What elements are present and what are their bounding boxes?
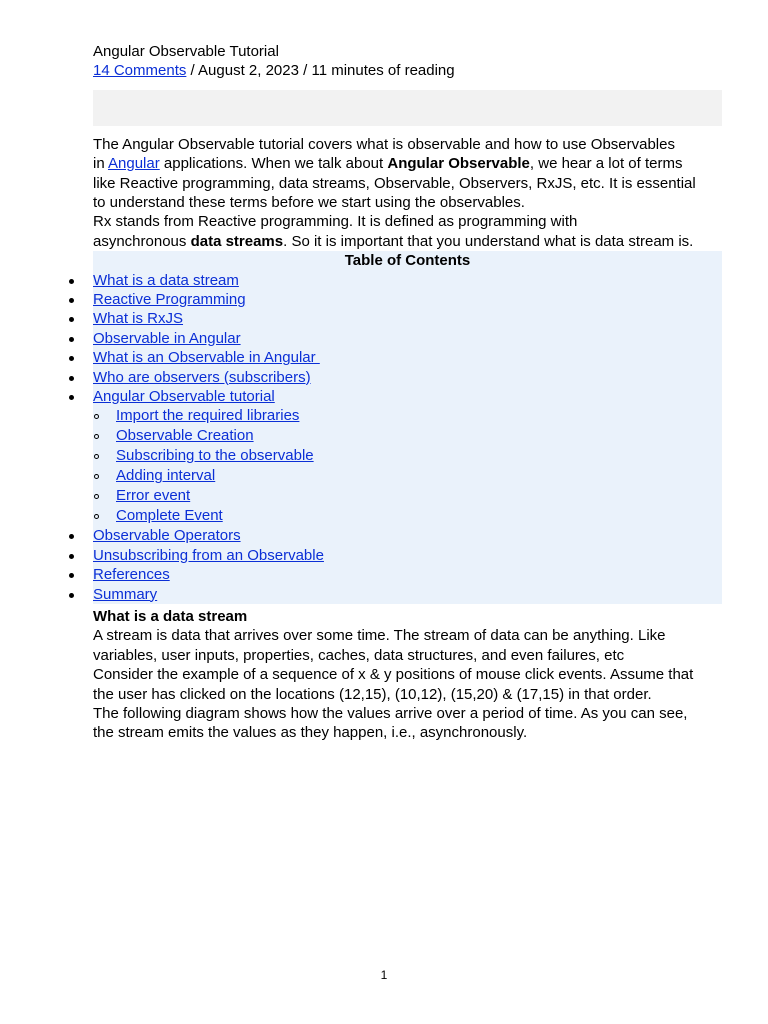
bullet-icon [69,395,74,400]
bullet-icon [69,593,74,598]
toc-item [93,585,722,604]
article-meta [93,61,722,80]
toc-item [93,565,722,584]
intro-text: asynchronous [93,232,191,250]
section-line: the stream emits the values as they happen, i.e., asynchronously. [93,724,528,742]
bullet-icon [69,356,74,361]
toc-sublink[interactable]: Import the required libraries [116,407,300,425]
toc-sublink[interactable]: Adding interval [116,467,216,485]
circle-bullet-icon [94,454,99,459]
toc-link[interactable]: What is an Observable in Angular [93,349,320,367]
toc-list-continued [93,526,722,604]
intro-text: in [93,155,109,173]
toc-link[interactable]: What is RxJS [93,310,184,328]
toc-link[interactable]: Observable Operators [93,527,241,545]
toc-subitem [116,466,722,486]
toc-subitem [116,426,722,446]
article-date-reading-time: / August 2, 2023 / 11 minutes of reading [186,62,455,80]
toc-subitem [116,446,722,466]
intro-text: , we hear a lot of terms [529,155,683,173]
intro-line: Rx stands from Reactive programming. It is defined as programming with [93,213,578,231]
toc-item [93,368,722,387]
bullet-icon [69,317,74,322]
section-paragraph [93,626,722,742]
intro-line: like Reactive programming, data streams, Observable, Observers, RxJS, etc. It is essential [93,174,696,192]
intro-line: The Angular Observable tutorial covers what is observable and how to use Observables [93,135,675,153]
toc-sublist [93,406,722,526]
bullet-icon [69,376,74,381]
toc-sublink[interactable]: Error event [116,487,191,505]
circle-bullet-icon [94,494,99,499]
intro-text: . So it is important that you understand what is data stream is. [283,232,694,250]
toc-item [93,329,722,348]
toc-list [93,271,722,407]
intro-line: to understand these terms before we start using the observables. [93,194,525,212]
section-line: The following diagram shows how the values arrive over a period of time. As you can see, [93,704,688,722]
intro-text: applications. When we talk about [159,155,388,173]
section-line: variables, user inputs, properties, caches, data structures, and even failures, etc [93,646,625,664]
toc-link[interactable]: Angular Observable tutorial [93,388,275,405]
toc-item [93,546,722,565]
bullet-icon [69,554,74,559]
bullet-icon [69,573,74,578]
toc-link[interactable]: References [93,566,170,584]
document-page [93,42,722,743]
article-title: Angular Observable Tutorial [93,43,279,60]
section-heading: What is a data stream [93,607,248,625]
circle-bullet-icon [94,434,99,439]
toc-subitem [116,506,722,526]
intro-line [93,154,722,173]
toc-item [93,387,722,406]
toc-sublink[interactable]: Observable Creation [116,427,254,445]
table-of-contents [93,251,722,604]
circle-bullet-icon [94,474,99,479]
toc-item [93,526,722,545]
toc-item [93,309,722,328]
bullet-icon [69,298,74,303]
toc-subitem [116,406,722,426]
toc-link[interactable]: Who are observers (subscribers) [93,368,311,386]
toc-item [93,290,722,309]
page-number: 1 [380,968,388,982]
section-line: Consider the example of a sequence of x & y positions of mouse click events. Assume that [93,666,694,684]
comments-link[interactable]: 14 Comments [93,62,187,80]
bullet-icon [69,337,74,342]
section-line: the user has clicked on the locations (12,15), (10,12), (15,20) & (17,15) in that order. [93,685,652,703]
toc-link[interactable]: Summary [93,585,158,603]
toc-sublink[interactable]: Subscribing to the observable [116,447,314,465]
angular-link[interactable]: Angular [108,155,160,173]
circle-bullet-icon [94,414,99,419]
toc-link[interactable]: What is a data stream [93,271,239,289]
bullet-icon [69,279,74,284]
toc-link[interactable]: Reactive Programming [93,291,246,309]
toc-title: Table of Contents [344,252,471,270]
intro-line [93,232,722,251]
toc-item [93,348,722,367]
toc-subitem [116,486,722,506]
section-line: A stream is data that arrives over some time. The stream of data can be anything. Like [93,627,666,645]
toc-link[interactable]: Unsubscribing from an Observable [93,546,324,564]
circle-bullet-icon [94,514,99,519]
intro-bold-text: data streams [190,232,284,250]
placeholder-banner [93,90,722,126]
toc-item [93,271,722,290]
toc-sublink[interactable]: Complete Event [116,507,223,525]
bullet-icon [69,534,74,539]
intro-paragraph [93,135,722,251]
toc-link[interactable]: Observable in Angular [93,329,241,347]
intro-bold-text: Angular Observable [387,155,530,173]
